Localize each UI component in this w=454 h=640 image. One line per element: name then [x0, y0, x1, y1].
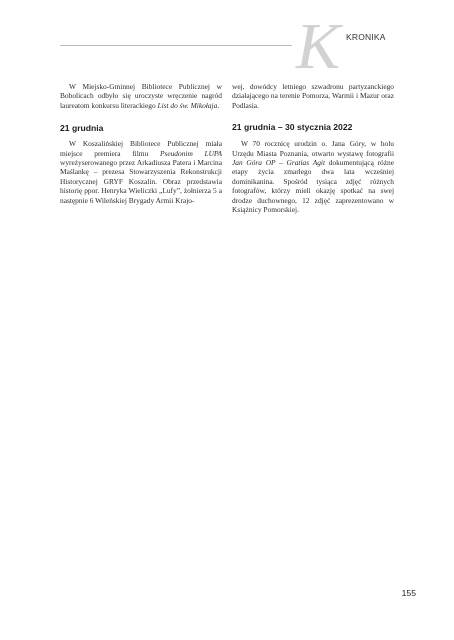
section-title: KRONIKA	[346, 32, 386, 42]
paragraph-film-premiere	[60, 139, 222, 205]
right-column	[232, 82, 394, 214]
paragraph-bobolice	[60, 82, 222, 110]
header-decorative-letter: K	[296, 10, 341, 83]
paragraph-exhibition	[232, 139, 394, 214]
page-number: 155	[401, 588, 416, 598]
paragraph-text: W Koszalińskiej Bibliotece Publicznej miała miejsce premiera filmu	[60, 139, 222, 158]
header-rule	[60, 45, 292, 46]
paragraph-text: W Miejsko-Gminnej Bibliotece Publicznej w Bobolicach odbyło się uroczyste wręczenie nagród laureatom konkursu literackiego	[60, 82, 222, 110]
film-title: Pseudonim LUPA	[159, 148, 222, 158]
paragraph-text: wyreżyserowanego przez Arkadiusza Patera i Marcina Maślankę – prezesa Stowarzyszenia Rekonstrukcji Historycznej GRYF Koszalin. Obraz przedstawia historię ppor. Henryka Wieliczki „Lufy”, żołnierza 5 a następnie 6 Wileńskiej Brygady Armii Krajo-	[60, 158, 222, 205]
contest-title: List do św. Mikołaja	[157, 100, 218, 110]
paragraph-text: dokumentującą różne etapy życia zmarłego dwa lata wcześniej dominikanina. Spośród tysiąca zdjęć różnych fotografów, którzy mieli okazję spotkać na swej drodze duchownego, 12 zdjęć zaprezentowano w Książnicy Pomorskiej.	[232, 158, 394, 215]
paragraph-text: W 70 rocznicę urodzin o. Jana Góry, w holu Urzędu Miasta Poznania, otwarto wystawę fotografii	[232, 139, 394, 158]
paragraph-tail: .	[217, 100, 220, 110]
paragraph-continuation: wej, dowódcy letniego szwadronu partyzanckiego działającego na terenie Pomorza, Warmii i Mazur oraz Podlasia.	[232, 82, 394, 110]
exhibition-title: Jan Góra OP – Gratias Agit	[232, 158, 326, 168]
left-column	[60, 82, 222, 205]
date-heading-21-grudnia-30-stycznia: 21 grudnia – 30 stycznia 2022	[232, 122, 353, 133]
date-heading-21-grudnia: 21 grudnia	[60, 123, 104, 134]
